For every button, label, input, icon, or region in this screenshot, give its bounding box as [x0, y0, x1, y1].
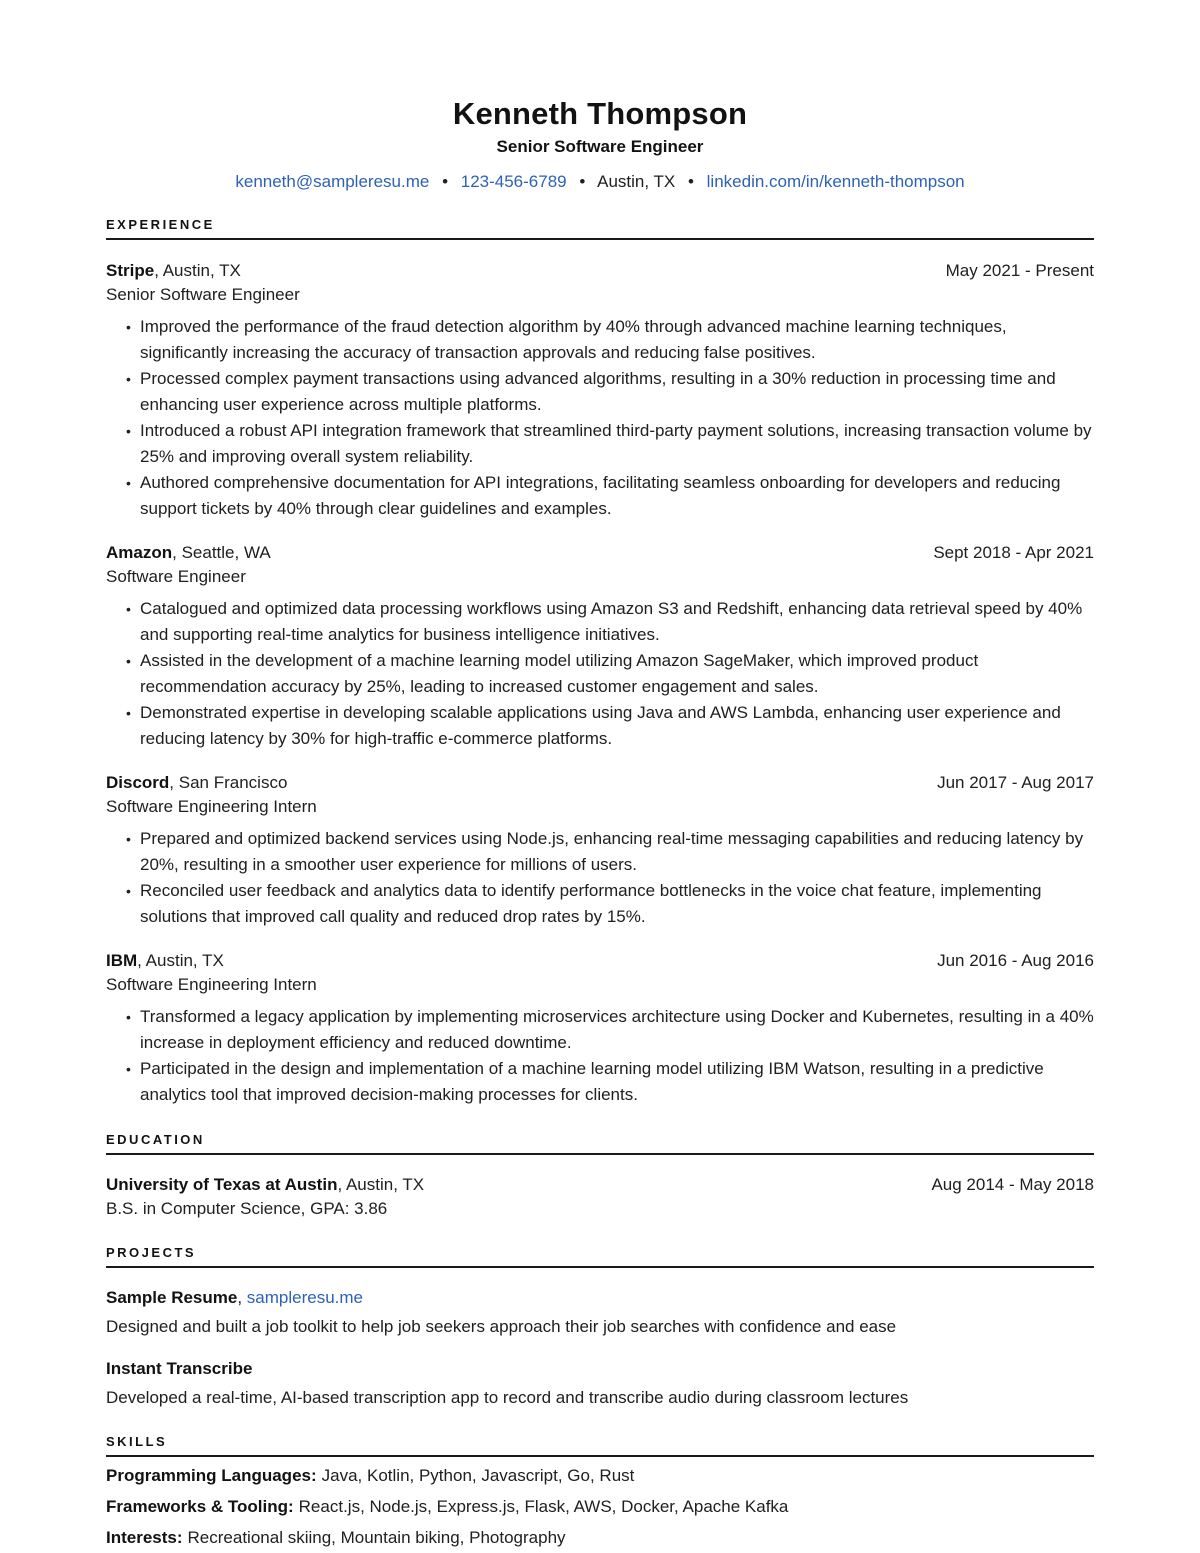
phone-link[interactable]: 123-456-6789: [460, 172, 567, 191]
company-location: , San Francisco: [169, 773, 288, 792]
job-bullet: • Reconciled user feedback and analytics data to identify performance bottlenecks in the voice chat feature, implementing solutions that improved call quality and reduced drop rates by 15%.: [106, 878, 1094, 930]
contact-separator: •: [579, 172, 586, 191]
linkedin-link[interactable]: linkedin.com/in/kenneth-thompson: [706, 172, 965, 191]
job-dates: Jun 2016 - Aug 2016: [937, 951, 1094, 970]
project-description: Developed a real-time, AI-based transcription app to record and transcribe audio during classroom lectures: [106, 1388, 909, 1407]
project-description: Designed and built a job toolkit to help job seekers approach their job searches with confidence and ease: [106, 1317, 897, 1336]
job-bullet: • Participated in the design and implementation of a machine learning model utilizing IBM Watson, resulting in a predictive analytics tool that improved decision-making processes for clients.: [106, 1056, 1094, 1108]
company-line: [106, 541, 271, 565]
company-line: [106, 259, 241, 283]
education-entry: [106, 1173, 1094, 1221]
job-title: Software Engineering Intern: [106, 975, 317, 994]
job-dates: May 2021 - Present: [945, 261, 1094, 280]
company-line: [106, 771, 287, 795]
project-name-separator: ,: [237, 1288, 247, 1307]
candidate-title: Senior Software Engineer: [496, 137, 704, 156]
contact-separator: •: [687, 172, 694, 191]
email-link[interactable]: kenneth@sampleresu.me: [235, 172, 430, 191]
education-section: [106, 1132, 1094, 1221]
company-name: Discord: [106, 773, 170, 792]
company-line: [106, 949, 224, 973]
skill-label: Frameworks & Tooling:: [106, 1497, 294, 1516]
company-name: Amazon: [106, 543, 173, 562]
contact-line: [106, 171, 1094, 193]
job-bullet: • Processed complex payment transactions using advanced algorithms, resulting in a 30% reduction in processing time and enhancing user experience across multiple platforms.: [106, 366, 1094, 418]
skill-row: [106, 1464, 1094, 1488]
company-location: , Seattle, WA: [172, 543, 271, 562]
job-bullet: • Demonstrated expertise in developing scalable applications using Java and AWS Lambda, enhancing user experience and reducing latency by 30% for high-traffic e-commerce platforms.: [106, 700, 1094, 752]
projects-section: [106, 1245, 1094, 1410]
job-bullet: • Introduced a robust API integration framework that streamlined third-party payment solutions, increasing transaction volume by 25% and improving overall system reliability.: [106, 418, 1094, 470]
project-name: Instant Transcribe: [106, 1359, 253, 1378]
section-heading-education: EDUCATION: [106, 1132, 1094, 1155]
job-bullet: • Improved the performance of the fraud detection algorithm by 40% through advanced machine learning techniques, significantly increasing the accuracy of transaction approvals and reducing false positives.: [106, 314, 1094, 366]
job-bullet: • Transformed a legacy application by implementing microservices architecture using Docker and Kubernetes, resulting in a 40% increase in deployment efficiency and reduced downtime.: [106, 1004, 1094, 1056]
job-bullet-list: [106, 314, 1094, 522]
job-title: Software Engineering Intern: [106, 797, 317, 816]
job-bullet: • Assisted in the development of a machine learning model utilizing Amazon SageMaker, which improved product recommendation accuracy by 25%, leading to increased customer engagement and sales.: [106, 648, 1094, 700]
skill-label: Interests:: [106, 1528, 183, 1547]
job-header: [106, 541, 1094, 565]
section-heading-experience: EXPERIENCE: [106, 217, 1094, 240]
skill-row: [106, 1495, 1094, 1519]
job-bullet: • Prepared and optimized backend services using Node.js, enhancing real-time messaging capabilities and reducing latency by 20%, resulting in a smoother user experience for millions of users.: [106, 826, 1094, 878]
project-entry: [106, 1286, 1094, 1339]
school-location: , Austin, TX: [337, 1175, 425, 1194]
job-entry: [106, 259, 1094, 522]
job-entry: [106, 949, 1094, 1108]
skill-label: Programming Languages:: [106, 1466, 317, 1485]
skill-value: Java, Kotlin, Python, Javascript, Go, Rust: [321, 1466, 635, 1485]
job-header: [106, 771, 1094, 795]
job-bullet: • Authored comprehensive documentation for API integrations, facilitating seamless onboarding for developers and reducing support tickets by 40% through clear guidelines and examples.: [106, 470, 1094, 522]
skill-value: React.js, Node.js, Express.js, Flask, AWS, Docker, Apache Kafka: [298, 1497, 789, 1516]
job-dates: Sept 2018 - Apr 2021: [933, 543, 1094, 562]
company-name: Stripe: [106, 261, 155, 280]
job-entry: [106, 771, 1094, 930]
education-header: [106, 1173, 1094, 1197]
company-name: IBM: [106, 951, 138, 970]
job-title: Software Engineer: [106, 567, 246, 586]
section-heading-projects: PROJECTS: [106, 1245, 1094, 1268]
school-line: [106, 1173, 424, 1197]
school-name: University of Texas at Austin: [106, 1175, 338, 1194]
location-text: Austin, TX: [597, 172, 676, 191]
company-location: , Austin, TX: [137, 951, 224, 970]
job-bullet-list: [106, 826, 1094, 930]
job-title: Senior Software Engineer: [106, 285, 300, 304]
degree-line: B.S. in Computer Science, GPA: 3.86: [106, 1199, 388, 1218]
project-name-line: [106, 1357, 1094, 1381]
project-entry: [106, 1357, 1094, 1410]
contact-separator: •: [442, 172, 449, 191]
job-bullet-list: [106, 1004, 1094, 1108]
job-dates: Jun 2017 - Aug 2017: [937, 773, 1094, 792]
skill-row: [106, 1526, 1094, 1550]
project-name: Sample Resume: [106, 1288, 238, 1307]
job-bullet: • Catalogued and optimized data processing workflows using Amazon S3 and Redshift, enhancing data retrieval speed by 40% and supporting real-time analytics for business intelligence initiatives.: [106, 596, 1094, 648]
job-header: [106, 259, 1094, 283]
job-bullet-list: [106, 596, 1094, 752]
experience-section: [106, 217, 1094, 1108]
skill-value: Recreational skiing, Mountain biking, Photography: [187, 1528, 566, 1547]
section-heading-skills: SKILLS: [106, 1434, 1094, 1457]
job-header: [106, 949, 1094, 973]
candidate-name: Kenneth Thompson: [452, 96, 748, 131]
job-entry: [106, 541, 1094, 752]
project-link[interactable]: sampleresu.me: [246, 1288, 364, 1307]
company-location: , Austin, TX: [154, 261, 241, 280]
skills-section: [106, 1434, 1094, 1550]
education-dates: Aug 2014 - May 2018: [931, 1175, 1094, 1194]
project-name-line: [106, 1286, 1094, 1310]
